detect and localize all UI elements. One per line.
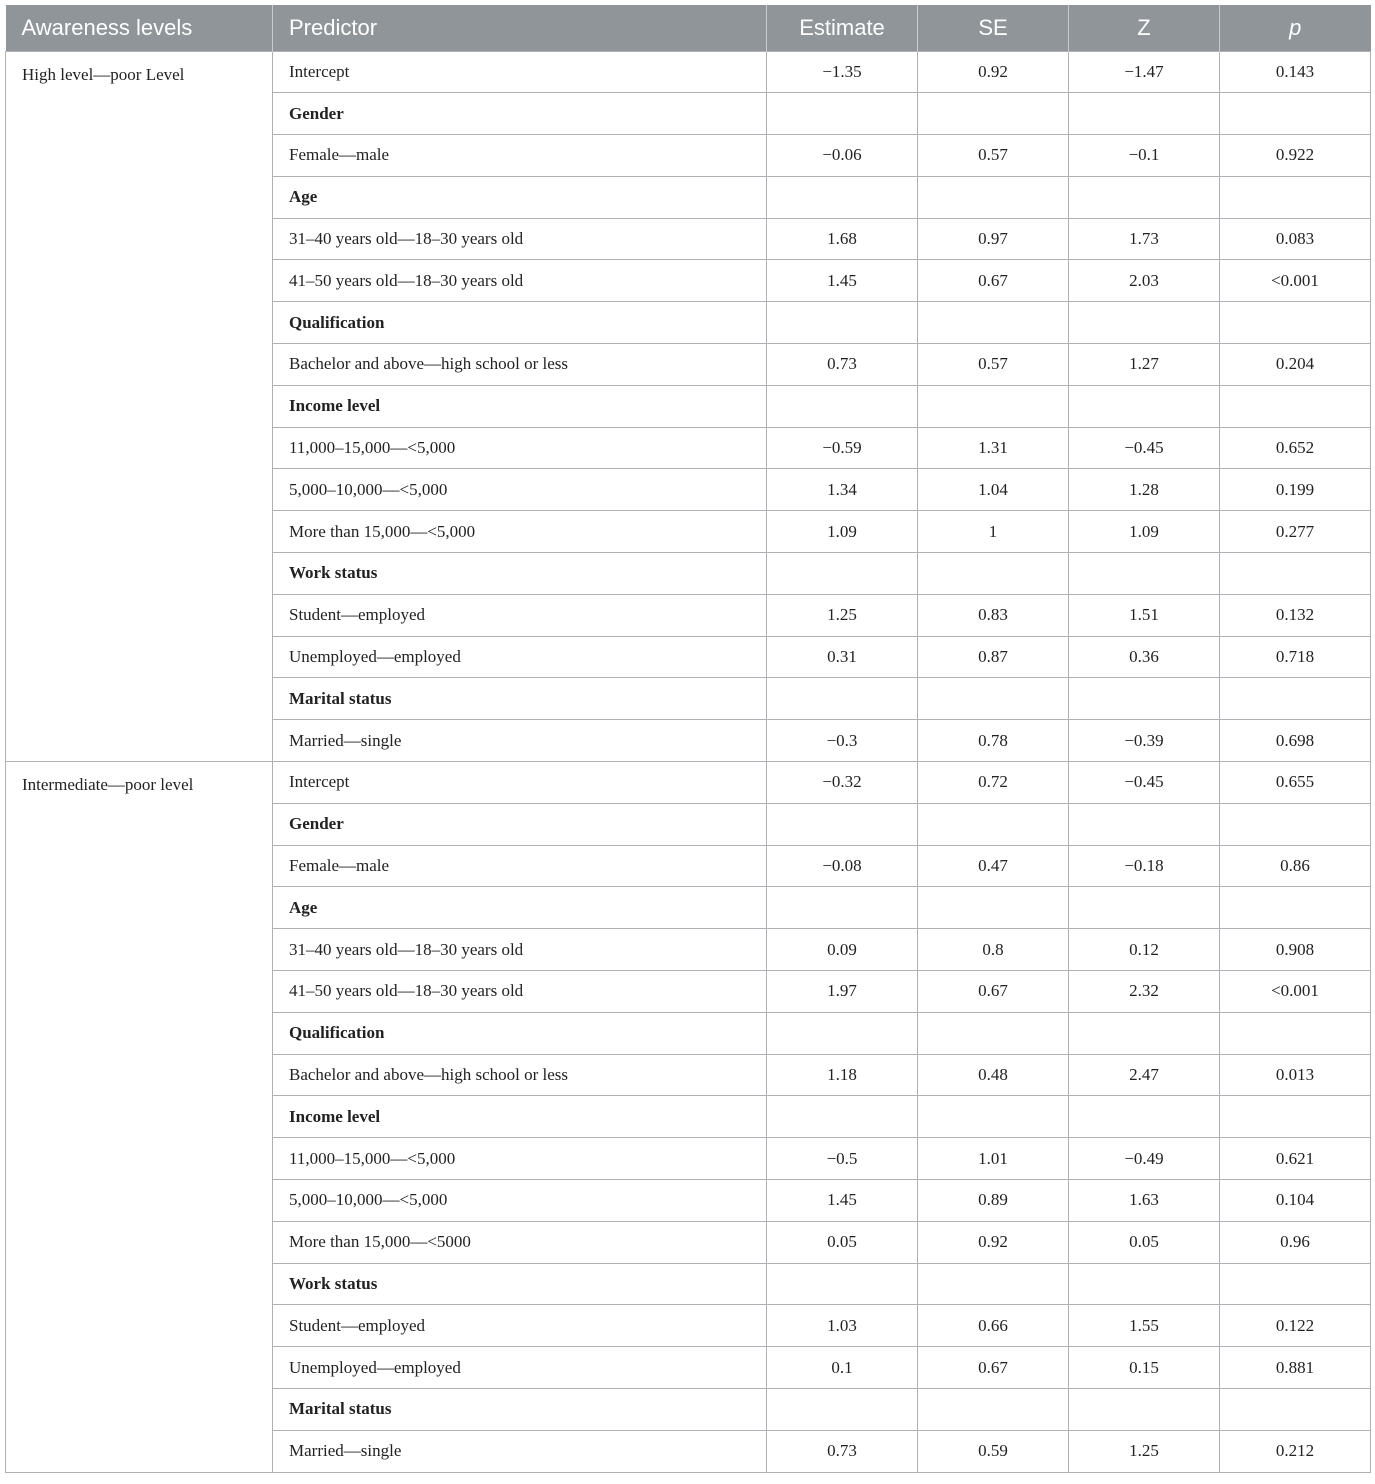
estimate-cell <box>767 803 918 845</box>
predictor-cell: 31–40 years old—18–30 years old <box>273 218 767 260</box>
z-cell: −0.49 <box>1069 1138 1220 1180</box>
z-cell: 1.28 <box>1069 469 1220 511</box>
predictor-cell: Married—single <box>273 1430 767 1472</box>
estimate-cell <box>767 93 918 135</box>
p-cell <box>1220 803 1371 845</box>
se-cell <box>918 553 1069 595</box>
se-cell <box>918 1012 1069 1054</box>
estimate-cell: −0.08 <box>767 845 918 887</box>
p-cell: 0.652 <box>1220 427 1371 469</box>
z-cell: 0.12 <box>1069 929 1220 971</box>
z-cell <box>1069 1263 1220 1305</box>
z-cell: 1.55 <box>1069 1305 1220 1347</box>
se-cell: 0.57 <box>918 135 1069 177</box>
z-cell: −0.18 <box>1069 845 1220 887</box>
predictor-cell: Student—employed <box>273 594 767 636</box>
p-cell <box>1220 385 1371 427</box>
z-cell: −0.45 <box>1069 427 1220 469</box>
predictor-cell: Married—single <box>273 720 767 762</box>
estimate-cell: 1.03 <box>767 1305 918 1347</box>
z-cell <box>1069 1389 1220 1431</box>
table-row <box>6 51 1371 93</box>
predictor-cell: 41–50 years old—18–30 years old <box>273 260 767 302</box>
section-heading-cell: Age <box>273 176 767 218</box>
p-cell <box>1220 176 1371 218</box>
estimate-cell: 1.09 <box>767 511 918 553</box>
predictor-cell: 41–50 years old—18–30 years old <box>273 971 767 1013</box>
se-cell <box>918 1263 1069 1305</box>
se-cell <box>918 887 1069 929</box>
p-cell: 0.698 <box>1220 720 1371 762</box>
estimate-cell: 0.1 <box>767 1347 918 1389</box>
estimate-cell: 0.73 <box>767 1430 918 1472</box>
z-cell <box>1069 302 1220 344</box>
z-cell <box>1069 385 1220 427</box>
se-cell: 0.97 <box>918 218 1069 260</box>
estimate-cell: 0.09 <box>767 929 918 971</box>
p-cell <box>1220 1263 1371 1305</box>
section-heading-cell: Work status <box>273 1263 767 1305</box>
z-cell: −0.45 <box>1069 762 1220 804</box>
estimate-cell: 1.97 <box>767 971 918 1013</box>
se-cell <box>918 176 1069 218</box>
section-heading-cell: Qualification <box>273 302 767 344</box>
se-cell <box>918 803 1069 845</box>
z-cell <box>1069 553 1220 595</box>
predictor-cell: Intercept <box>273 51 767 93</box>
predictor-cell: Bachelor and above—high school or less <box>273 1054 767 1096</box>
section-heading-cell: Gender <box>273 803 767 845</box>
z-cell: −1.47 <box>1069 51 1220 93</box>
p-cell <box>1220 302 1371 344</box>
estimate-cell <box>767 302 918 344</box>
estimate-cell <box>767 1012 918 1054</box>
predictor-cell: 11,000–15,000—<5,000 <box>273 427 767 469</box>
se-cell: 0.67 <box>918 971 1069 1013</box>
estimate-cell: −0.59 <box>767 427 918 469</box>
table-body <box>6 51 1371 1472</box>
table-row <box>6 762 1371 804</box>
header-se: SE <box>918 5 1069 51</box>
predictor-cell: Female—male <box>273 845 767 887</box>
z-cell <box>1069 887 1220 929</box>
p-cell: 0.908 <box>1220 929 1371 971</box>
se-cell <box>918 302 1069 344</box>
estimate-cell <box>767 385 918 427</box>
se-cell: 0.67 <box>918 1347 1069 1389</box>
predictor-cell: 5,000–10,000—<5,000 <box>273 469 767 511</box>
z-cell: 2.47 <box>1069 1054 1220 1096</box>
section-heading-cell: Age <box>273 887 767 929</box>
z-cell: 0.15 <box>1069 1347 1220 1389</box>
p-cell: 0.199 <box>1220 469 1371 511</box>
z-cell: 1.27 <box>1069 344 1220 386</box>
section-heading-cell: Income level <box>273 1096 767 1138</box>
z-cell <box>1069 1096 1220 1138</box>
p-cell: 0.104 <box>1220 1180 1371 1222</box>
p-cell <box>1220 1389 1371 1431</box>
estimate-cell: 1.18 <box>767 1054 918 1096</box>
se-cell: 0.92 <box>918 1221 1069 1263</box>
p-cell: 0.132 <box>1220 594 1371 636</box>
estimate-cell <box>767 678 918 720</box>
z-cell <box>1069 678 1220 720</box>
section-heading-cell: Marital status <box>273 678 767 720</box>
header-estimate: Estimate <box>767 5 918 51</box>
estimate-cell <box>767 887 918 929</box>
awareness-level-cell: Intermediate—poor level <box>6 762 273 1473</box>
se-cell <box>918 678 1069 720</box>
estimate-cell: 1.34 <box>767 469 918 511</box>
se-cell: 0.59 <box>918 1430 1069 1472</box>
p-cell <box>1220 93 1371 135</box>
p-cell <box>1220 1012 1371 1054</box>
header-row <box>6 5 1371 51</box>
z-cell <box>1069 1012 1220 1054</box>
se-cell: 0.8 <box>918 929 1069 971</box>
se-cell: 1.01 <box>918 1138 1069 1180</box>
p-cell: <0.001 <box>1220 971 1371 1013</box>
estimate-cell: 1.68 <box>767 218 918 260</box>
z-cell: 1.73 <box>1069 218 1220 260</box>
p-cell <box>1220 887 1371 929</box>
z-cell <box>1069 176 1220 218</box>
header-predictor: Predictor <box>273 5 767 51</box>
z-cell: 2.03 <box>1069 260 1220 302</box>
regression-table <box>5 5 1371 1473</box>
z-cell <box>1069 93 1220 135</box>
estimate-cell: −0.5 <box>767 1138 918 1180</box>
se-cell: 1 <box>918 511 1069 553</box>
section-heading-cell: Work status <box>273 553 767 595</box>
se-cell: 0.57 <box>918 344 1069 386</box>
se-cell: 1.04 <box>918 469 1069 511</box>
z-cell: 1.63 <box>1069 1180 1220 1222</box>
estimate-cell: −0.06 <box>767 135 918 177</box>
se-cell: 0.92 <box>918 51 1069 93</box>
p-cell: 0.013 <box>1220 1054 1371 1096</box>
p-cell <box>1220 553 1371 595</box>
se-cell: 0.78 <box>918 720 1069 762</box>
se-cell: 0.67 <box>918 260 1069 302</box>
z-cell: 1.09 <box>1069 511 1220 553</box>
section-heading-cell: Income level <box>273 385 767 427</box>
z-cell: 0.36 <box>1069 636 1220 678</box>
p-cell: 0.655 <box>1220 762 1371 804</box>
table-header <box>6 5 1371 51</box>
z-cell: −0.39 <box>1069 720 1220 762</box>
predictor-cell: 11,000–15,000—<5,000 <box>273 1138 767 1180</box>
p-cell: 0.277 <box>1220 511 1371 553</box>
predictor-cell: Unemployed—employed <box>273 636 767 678</box>
se-cell: 0.83 <box>918 594 1069 636</box>
section-heading-cell: Gender <box>273 93 767 135</box>
estimate-cell <box>767 1096 918 1138</box>
z-cell: 0.05 <box>1069 1221 1220 1263</box>
section-heading-cell: Marital status <box>273 1389 767 1431</box>
section-heading-cell: Qualification <box>273 1012 767 1054</box>
se-cell <box>918 93 1069 135</box>
se-cell: 0.66 <box>918 1305 1069 1347</box>
estimate-cell <box>767 176 918 218</box>
z-cell <box>1069 803 1220 845</box>
estimate-cell: −0.3 <box>767 720 918 762</box>
header-p: p <box>1220 5 1371 51</box>
se-cell: 0.48 <box>918 1054 1069 1096</box>
z-cell: −0.1 <box>1069 135 1220 177</box>
estimate-cell: 1.45 <box>767 260 918 302</box>
se-cell: 0.47 <box>918 845 1069 887</box>
estimate-cell <box>767 553 918 595</box>
p-cell: 0.204 <box>1220 344 1371 386</box>
se-cell <box>918 385 1069 427</box>
estimate-cell: 0.73 <box>767 344 918 386</box>
predictor-cell: Intercept <box>273 762 767 804</box>
p-cell <box>1220 1096 1371 1138</box>
se-cell <box>918 1096 1069 1138</box>
z-cell: 2.32 <box>1069 971 1220 1013</box>
estimate-cell <box>767 1263 918 1305</box>
estimate-cell: 0.31 <box>767 636 918 678</box>
p-cell: 0.922 <box>1220 135 1371 177</box>
awareness-level-cell: High level—poor Level <box>6 51 273 762</box>
predictor-cell: Unemployed—employed <box>273 1347 767 1389</box>
estimate-cell: 1.25 <box>767 594 918 636</box>
se-cell: 1.31 <box>918 427 1069 469</box>
p-cell: 0.621 <box>1220 1138 1371 1180</box>
estimate-cell <box>767 1389 918 1431</box>
p-cell: 0.96 <box>1220 1221 1371 1263</box>
p-cell: 0.143 <box>1220 51 1371 93</box>
p-cell: 0.881 <box>1220 1347 1371 1389</box>
z-cell: 1.25 <box>1069 1430 1220 1472</box>
estimate-cell: 0.05 <box>767 1221 918 1263</box>
estimate-cell: −0.32 <box>767 762 918 804</box>
p-cell: 0.86 <box>1220 845 1371 887</box>
p-cell <box>1220 678 1371 720</box>
predictor-cell: 5,000–10,000—<5,000 <box>273 1180 767 1222</box>
estimate-cell: −1.35 <box>767 51 918 93</box>
p-cell: 0.718 <box>1220 636 1371 678</box>
predictor-cell: More than 15,000—<5,000 <box>273 511 767 553</box>
p-cell: 0.083 <box>1220 218 1371 260</box>
se-cell: 0.87 <box>918 636 1069 678</box>
z-cell: 1.51 <box>1069 594 1220 636</box>
predictor-cell: Bachelor and above—high school or less <box>273 344 767 386</box>
se-cell <box>918 1389 1069 1431</box>
se-cell: 0.89 <box>918 1180 1069 1222</box>
p-cell: <0.001 <box>1220 260 1371 302</box>
predictor-cell: Student—employed <box>273 1305 767 1347</box>
header-z: Z <box>1069 5 1220 51</box>
predictor-cell: Female—male <box>273 135 767 177</box>
predictor-cell: More than 15,000—<5000 <box>273 1221 767 1263</box>
estimate-cell: 1.45 <box>767 1180 918 1222</box>
se-cell: 0.72 <box>918 762 1069 804</box>
p-cell: 0.212 <box>1220 1430 1371 1472</box>
p-cell: 0.122 <box>1220 1305 1371 1347</box>
header-awareness-levels: Awareness levels <box>6 5 273 51</box>
predictor-cell: 31–40 years old—18–30 years old <box>273 929 767 971</box>
